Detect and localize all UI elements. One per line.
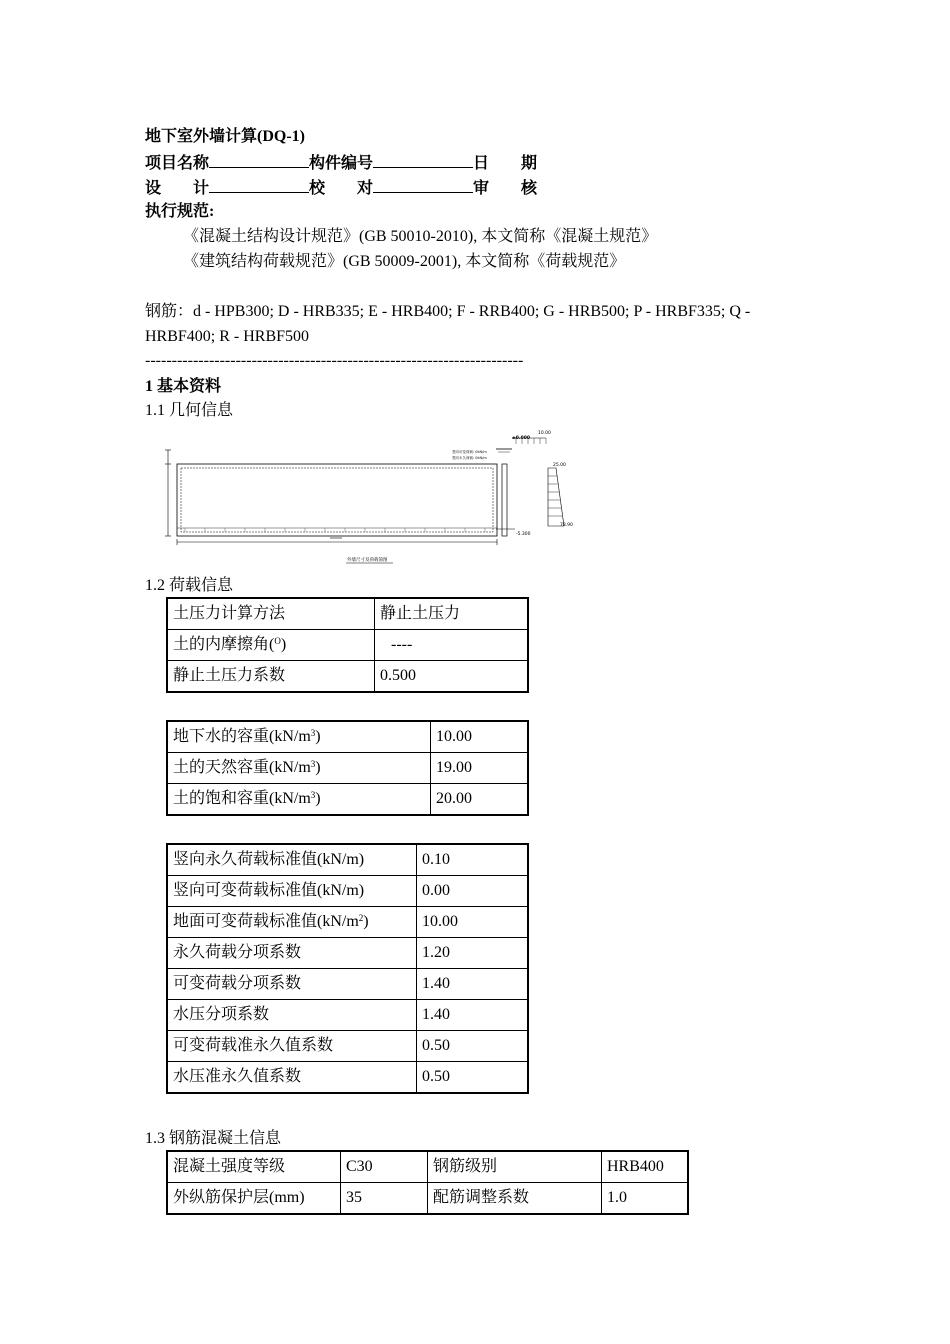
codes-label: 执行规范: <box>145 203 215 220</box>
header-row-1 <box>145 151 537 175</box>
table-cell-value: ---- <box>375 630 529 661</box>
table-cell-value: 1.40 <box>417 1000 529 1031</box>
table-cell-value: 20.00 <box>431 784 529 816</box>
table-cell-value: 0.500 <box>375 661 529 693</box>
project-name-field <box>209 151 309 168</box>
table-cell-label: 水压准永久值系数 <box>167 1062 417 1094</box>
checker-label: 校 对 <box>309 180 374 197</box>
label-sup: 3 <box>310 759 316 769</box>
table-row <box>167 1000 528 1031</box>
table-cell: 35 <box>341 1183 428 1215</box>
table-cell: 混凝土强度等级 <box>167 1151 341 1183</box>
label-sup: 3 <box>310 728 316 738</box>
reviewer-label: 审 核 <box>473 180 538 197</box>
code-item-concrete: 《混凝土结构设计规范》(GB 50010-2010), 本文简称《混凝土规范》 <box>183 228 658 245</box>
table-row <box>167 876 528 907</box>
label-end: ) <box>280 636 287 653</box>
table-cell: HRB400 <box>602 1151 689 1183</box>
label-text: 地面可变荷载标准值(kN/m <box>173 913 359 930</box>
label-end: ) <box>315 759 321 776</box>
table-row <box>167 721 528 753</box>
table-cell-value: 静止土压力 <box>375 598 529 630</box>
label-sup: 2 <box>358 913 364 923</box>
table-cell-label <box>167 630 375 661</box>
drawing-caption: 外墙尺寸及荷载简图 <box>347 558 388 563</box>
table-cell-value: 1.40 <box>417 969 529 1000</box>
table-cell-value: 0.50 <box>417 1062 529 1094</box>
table-cell-label <box>167 907 417 938</box>
table-cell-label: 水压分项系数 <box>167 1000 417 1031</box>
table-cell-value: 0.10 <box>417 844 529 876</box>
table-row <box>167 907 528 938</box>
drawing-pressure-top: 25.00 <box>553 463 566 468</box>
wall-diagram <box>160 428 580 568</box>
drawing-note-1: 竖向可变荷载: 0kN/m <box>452 450 487 454</box>
section-1-1-heading: 1.1 几何信息 <box>145 402 234 419</box>
table-row <box>167 630 528 661</box>
table-row <box>167 598 528 630</box>
section-1-2-heading: 1.2 荷载信息 <box>145 577 234 594</box>
table-cell-label: 土压力计算方法 <box>167 598 375 630</box>
rebar-legend-line-2: HRBF400; R - HRBF500 <box>145 328 310 345</box>
table-row <box>167 844 528 876</box>
table-row <box>167 661 528 693</box>
header-row-2 <box>145 176 537 200</box>
table-cell-label: 永久荷载分项系数 <box>167 938 417 969</box>
table-cell-label: 可变荷载准永久值系数 <box>167 1031 417 1062</box>
table-cell-label: 竖向永久荷载标准值(kN/m) <box>167 844 417 876</box>
table-cell: C30 <box>341 1151 428 1183</box>
checker-field <box>373 176 473 193</box>
doc-title: 地下室外墙计算(DQ-1) <box>145 128 305 145</box>
project-name-label: 项目名称 <box>145 155 210 172</box>
table-row <box>167 753 528 784</box>
table-cell-label: 静止土压力系数 <box>167 661 375 693</box>
table-row <box>167 1062 528 1094</box>
table-cell-label: 竖向可变荷载标准值(kN/m) <box>167 876 417 907</box>
drawing-top-load: 10.00 <box>538 431 551 436</box>
table-cell-label: 可变荷载分项系数 <box>167 969 417 1000</box>
table-cell: 外纵筋保护层(mm) <box>167 1183 341 1215</box>
component-no-field <box>373 151 473 168</box>
table-row <box>167 938 528 969</box>
drawing-ground-level: ±0.000 <box>512 436 531 441</box>
table-cell-label <box>167 721 431 753</box>
label-text: 土的饱和容重(kN/m <box>173 790 311 807</box>
label-sup: O <box>274 636 281 646</box>
label-end: ) <box>315 728 321 745</box>
table-cell-label <box>167 784 431 816</box>
table-row <box>167 1031 528 1062</box>
drawing-bottom-level: -5.300 <box>516 532 531 537</box>
unit-weight-table <box>166 720 529 816</box>
drawing-note-2: 竖向永久荷载: 0kN/m <box>452 456 487 460</box>
component-no-label: 构件编号 <box>309 155 374 172</box>
table-cell-value: 0.50 <box>417 1031 529 1062</box>
soil-pressure-table <box>166 597 529 693</box>
date-label: 日 期 <box>473 155 538 172</box>
label-end: ) <box>363 913 369 930</box>
table-cell-label <box>167 753 431 784</box>
rebar-legend-line-1: 钢筋：d - HPB300; D - HRB335; E - HRB400; F - RRB400; G - HRB500; P - HRBF335; Q - <box>145 303 751 320</box>
section-1-heading: 1 基本资料 <box>145 378 222 395</box>
divider: ----------------------------------------------------------------------- <box>145 352 524 369</box>
table-cell-value: 0.00 <box>417 876 529 907</box>
designer-field <box>209 176 309 193</box>
table-row <box>167 1183 688 1215</box>
table-row <box>167 969 528 1000</box>
table-cell: 1.0 <box>602 1183 689 1215</box>
table-row <box>167 1151 688 1183</box>
label-end: ) <box>315 790 321 807</box>
drawing-pressure-bottom: 78.90 <box>560 523 573 528</box>
table-cell-value: 19.00 <box>431 753 529 784</box>
load-factor-table <box>166 843 529 1094</box>
designer-label: 设 计 <box>145 180 210 197</box>
table-cell-value: 10.00 <box>417 907 529 938</box>
code-item-load: 《建筑结构荷载规范》(GB 50009-2001), 本文简称《荷载规范》 <box>183 253 626 270</box>
table-cell: 配筋调整系数 <box>428 1183 602 1215</box>
table-row <box>167 784 528 816</box>
label-text: 地下水的容重(kN/m <box>173 728 311 745</box>
label-sup: 3 <box>310 790 316 800</box>
rc-info-table <box>166 1150 689 1215</box>
table-cell-value: 1.20 <box>417 938 529 969</box>
section-1-3-heading: 1.3 钢筋混凝土信息 <box>145 1130 282 1147</box>
table-cell: 钢筋级别 <box>428 1151 602 1183</box>
label-text: 土的天然容重(kN/m <box>173 759 311 776</box>
label-text: 土的内摩擦角( <box>173 636 275 653</box>
table-cell-value: 10.00 <box>431 721 529 753</box>
